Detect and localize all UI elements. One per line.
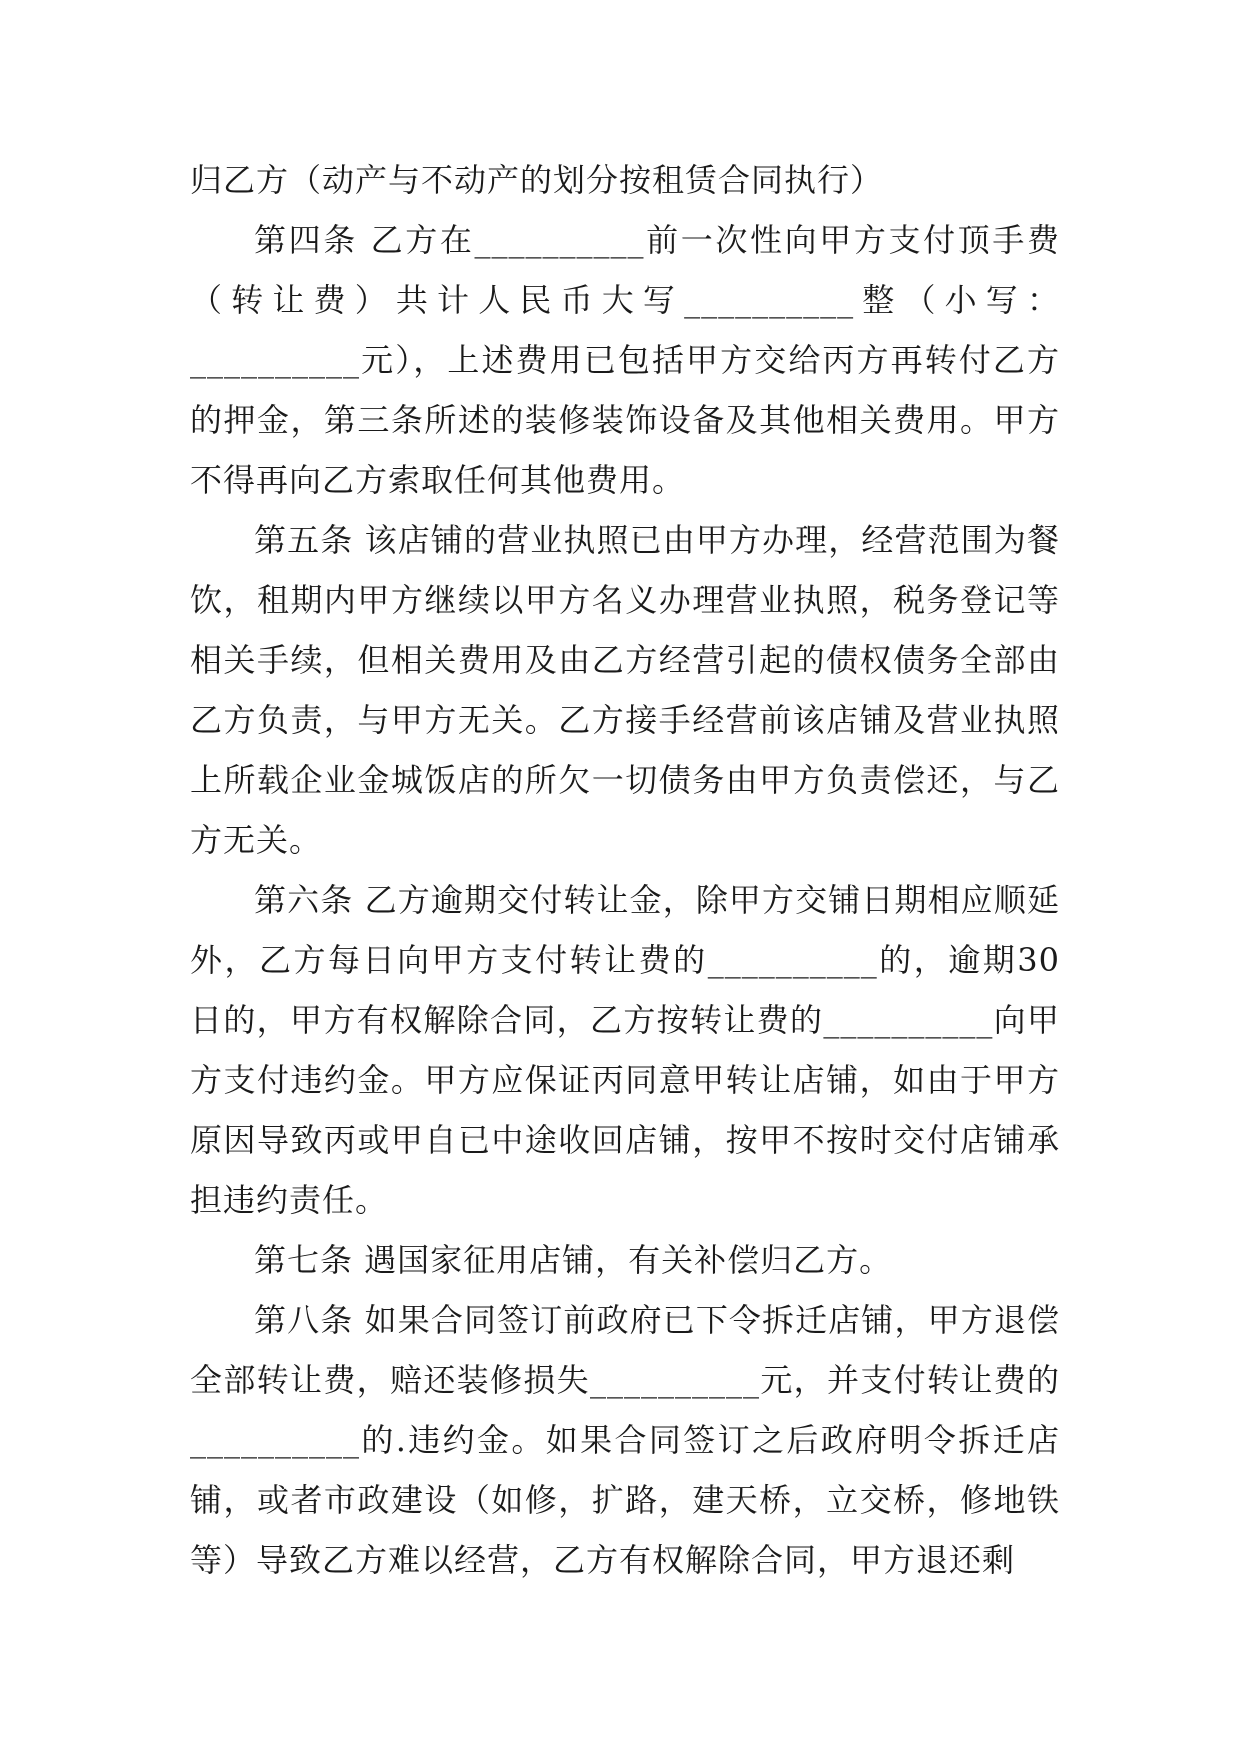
- paragraph-article-6: 第六条 乙方逾期交付转让金，除甲方交铺日期相应顺延外，乙方每日向甲方支付转让费的__________的，逾期30日的，甲方有权解除合同，乙方按转让费的__________向甲方支付违约金。甲方应保证丙同意甲转让店铺，如由于甲方原因导致丙或甲自已中途收回店铺，按甲不按时交付店铺承担违约责任。: [190, 881, 1060, 1219]
- paragraph-article-4: 第四条 乙方在__________前一次性向甲方支付顶手费（转让费）共计人民币大写__________整（小写：__________元），上述费用已包括甲方交给丙方再转付乙方的押金，第三条所述的装修装饰设备及其他相关费用。甲方不得再向乙方索取任何其他费用。: [190, 221, 1060, 499]
- contract-body: [190, 150, 1060, 1590]
- paragraph-continuation: 归乙方（动产与不动产的划分按租赁合同执行）: [190, 161, 884, 199]
- paragraph-article-7: 第七条 遇国家征用店铺，有关补偿归乙方。: [254, 1241, 893, 1279]
- paragraph-article-5: 第五条 该店铺的营业执照已由甲方办理，经营范围为餐饮，租期内甲方继续以甲方名义办理营业执照，税务登记等相关手续，但相关费用及由乙方经营引起的债权债务全部由乙方负责，与甲方无关。乙方接手经营前该店铺及营业执照上所载企业金城饭店的所欠一切债务由甲方负责偿还，与乙方无关。: [190, 521, 1060, 859]
- paragraph-article-8: 第八条 如果合同签订前政府已下令拆迁店铺，甲方退偿全部转让费，赔还装修损失__________元，并支付转让费的__________的.违约金。如果合同签订之后政府明令拆迁店铺，或者市政建设（如修，扩路，建天桥，立交桥，修地铁等）导致乙方难以经营，乙方有权解除合同，甲方退还剩: [190, 1301, 1060, 1579]
